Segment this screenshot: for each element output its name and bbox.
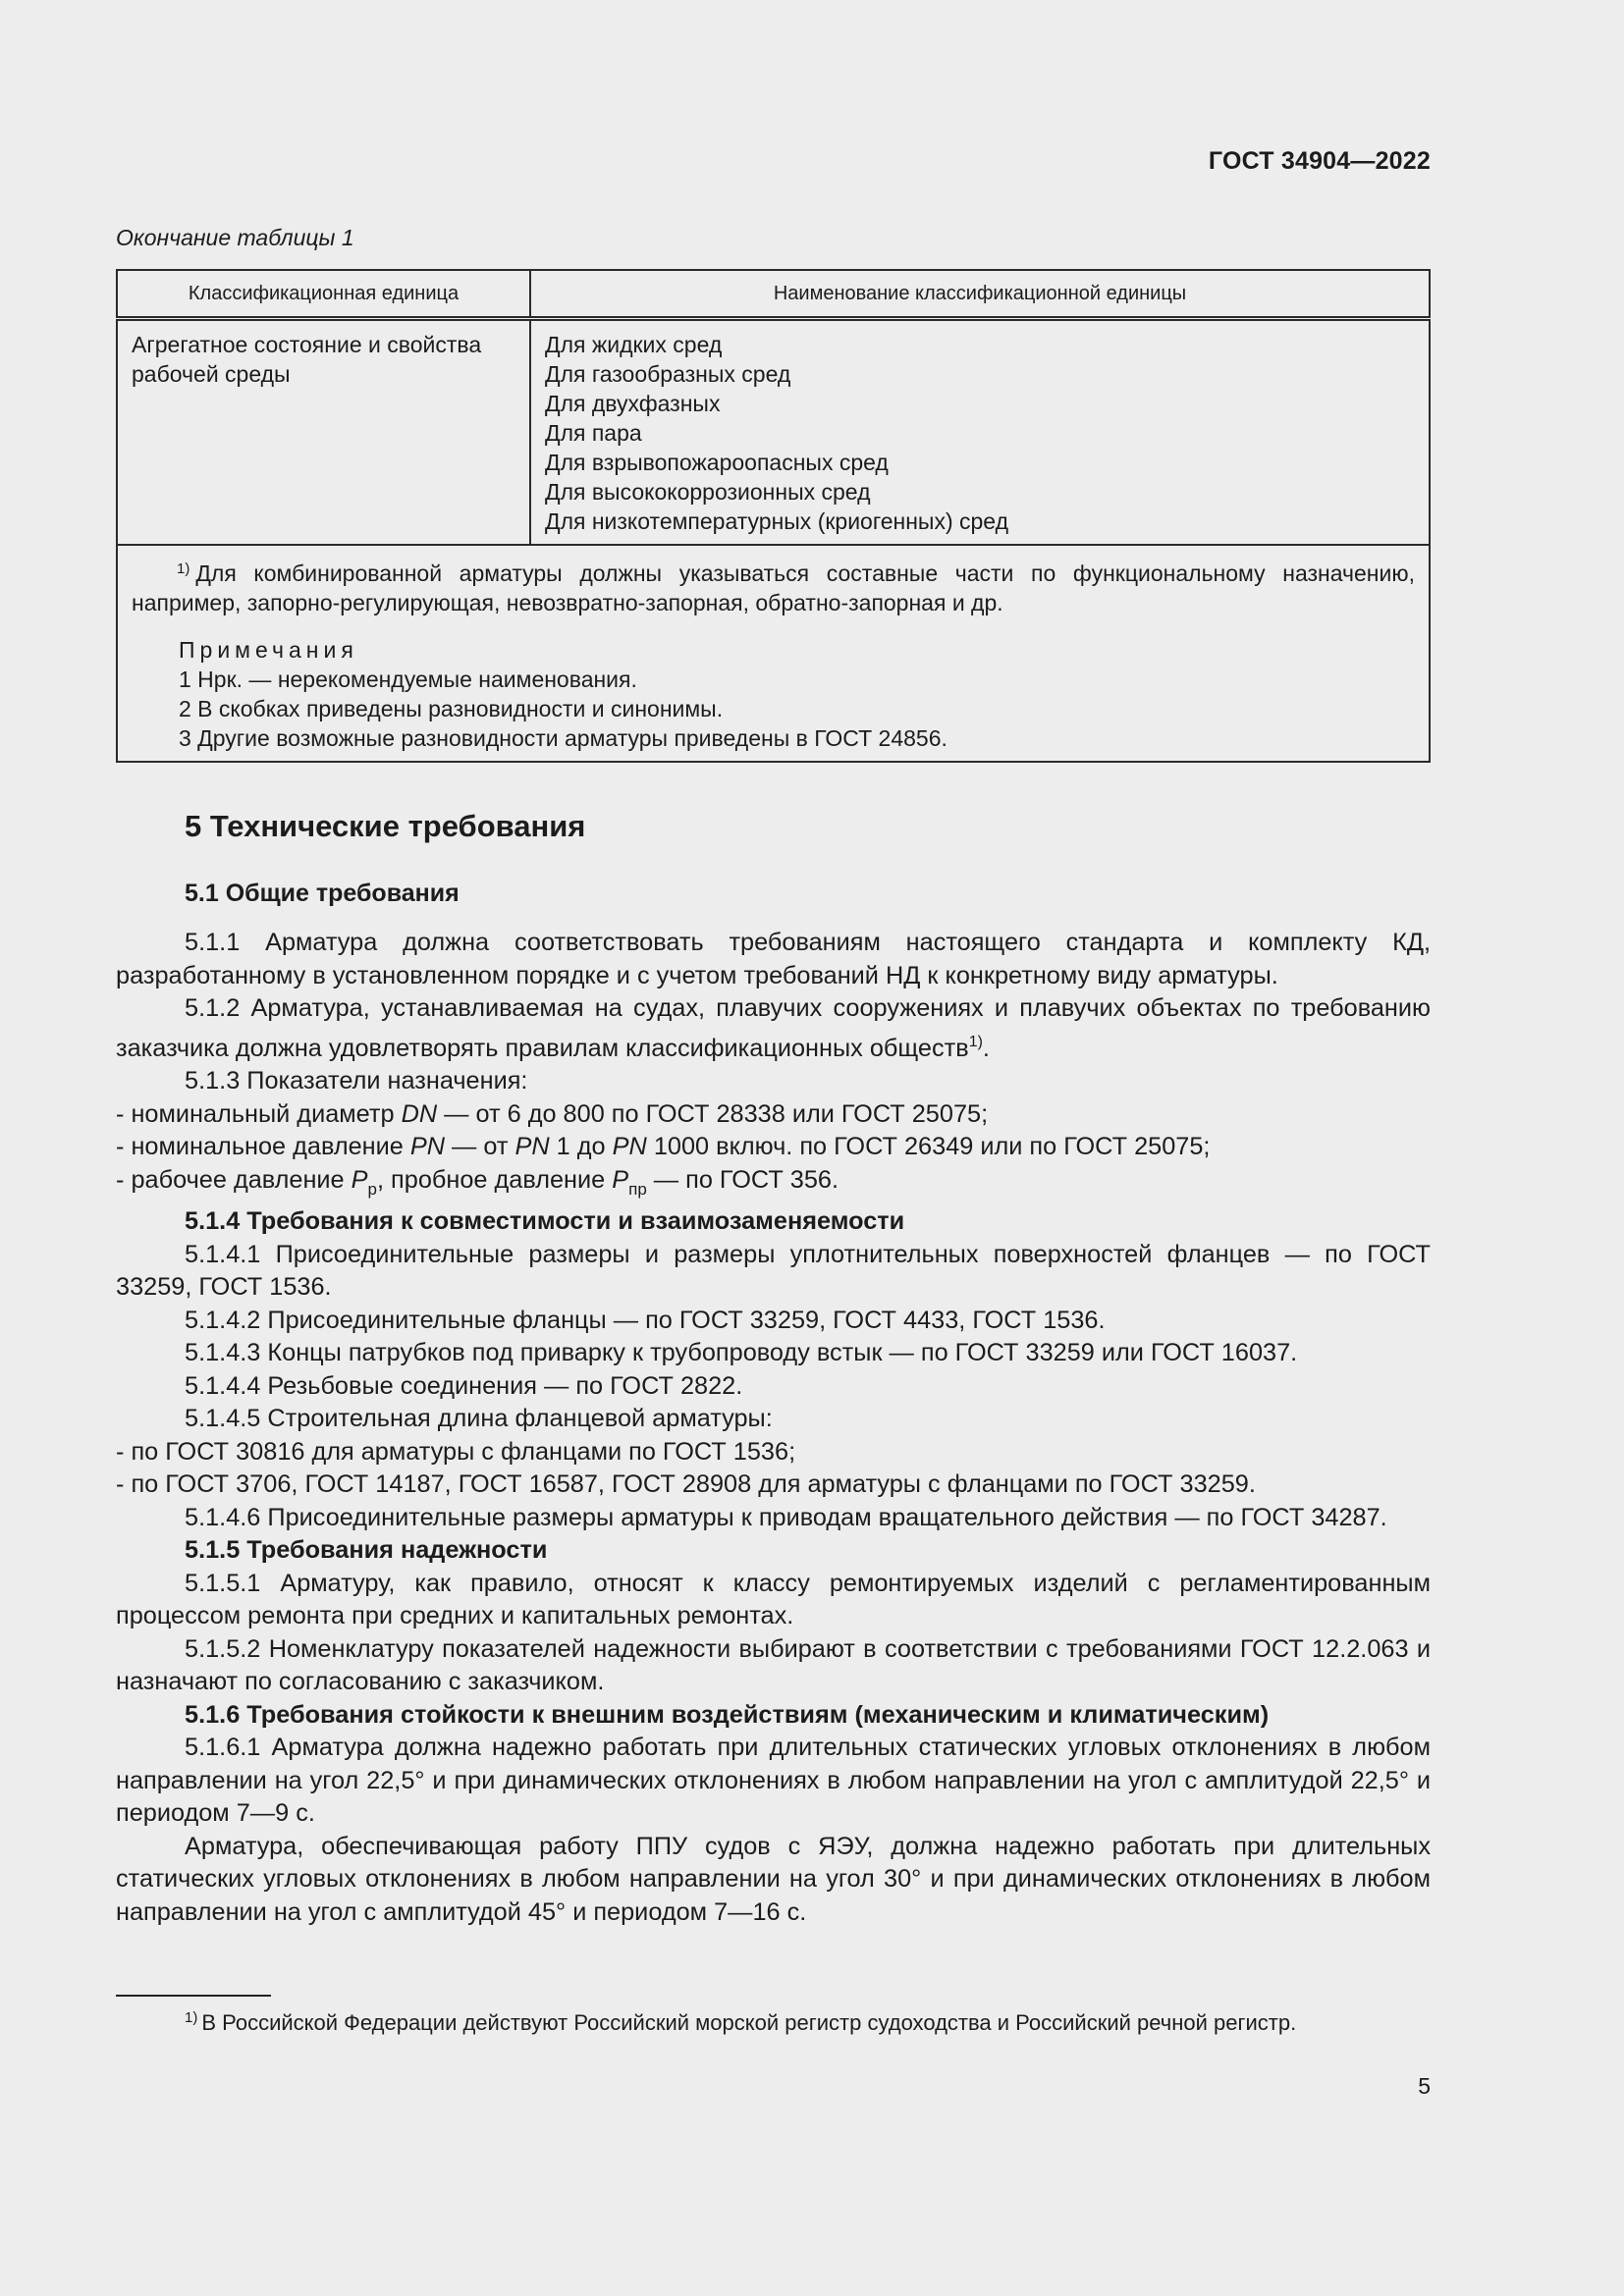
note-item: 1 Нрк. — нерекомендуемые наименования.: [179, 667, 637, 692]
list-item: - по ГОСТ 30816 для арматуры с фланцами по ГОСТ 1536;: [116, 1437, 796, 1466]
paragraph-last: Арматура, обеспечивающая работу ППУ судов с ЯЭУ, должна надежно работать при длительных статических угловых отклонениях в любом направлении на угол 30° и при динамических отклонениях в любом направлении на угол с амплитудой 45° и периодом 7—16 с.: [116, 1832, 1431, 1926]
heading-5-1-5: [116, 1534, 1431, 1568]
text: - рабочее давление: [116, 1165, 352, 1194]
text: 1000 включ. по ГОСТ 26349 или по ГОСТ 25075;: [646, 1133, 1211, 1160]
paragraph-5-1-4-5: 5.1.4.5 Строительная длина фланцевой арматуры:: [185, 1405, 773, 1432]
document-number: ГОСТ 34904—2022: [1208, 147, 1431, 175]
list-item: [116, 1131, 1431, 1164]
text: - номинальный диаметр: [116, 1099, 402, 1128]
heading-text: 5.1.6 Требования стойкости к внешним воздействиям (механическим и климатическим): [185, 1700, 1270, 1729]
paragraph-5-1-2: [116, 992, 1431, 1065]
subscript: пр: [628, 1179, 647, 1199]
heading-5-1-6: [116, 1699, 1431, 1733]
table-footer-row: [117, 545, 1430, 762]
section-title: 5 Технические требования: [185, 809, 586, 843]
list-item: Для двухфазных: [545, 391, 721, 416]
page-number: 5: [1418, 2073, 1431, 2099]
list-item: Для жидких сред: [545, 332, 723, 357]
list-item: - по ГОСТ 3706, ГОСТ 14187, ГОСТ 16587, ГОСТ 28908 для арматуры с фланцами по ГОСТ 33259.: [116, 1470, 1256, 1498]
list-item: [116, 1098, 1431, 1132]
footnote-separator: [116, 1995, 271, 1997]
note-item: 3 Другие возможные разновидности арматуры приведены в ГОСТ 24856.: [179, 725, 947, 751]
notes-list: [132, 665, 1415, 753]
paragraph-5-1-4-6: 5.1.4.6 Присоединительные размеры арматуры к приводам вращательного действия — по ГОСТ 34287.: [185, 1503, 1387, 1531]
table-header-name: Наименование классификационной единицы: [530, 270, 1430, 319]
paragraph-5-1-5-1: 5.1.5.1 Арматуру, как правило, относят к классу ремонтируемых изделий с регламентированным процессом ремонта при средних и капитальных ремонтах.: [116, 1569, 1431, 1629]
table-footnote-text: Для комбинированной арматуры должны указываться составные части по функциональному назначению, например, запорно-регулирующая, невозвратно-запорная, обратно-запорная и др.: [132, 561, 1415, 615]
list-item: Для газообразных сред: [545, 361, 791, 387]
page-footnote-text: В Российской Федерации действуют Российский морской регистр судоходства и Российский речной регистр.: [201, 2010, 1297, 2035]
text: — от 6 до 800 по ГОСТ 28338 или ГОСТ 25075;: [437, 1099, 989, 1128]
page-footnote: [116, 2002, 1431, 2038]
symbol-dn: DN: [401, 1099, 438, 1128]
heading-5-1-4: [116, 1205, 1431, 1239]
classification-table: [116, 269, 1431, 763]
heading-text: 5.1.5 Требования надежности: [185, 1536, 548, 1564]
table-footnote: [132, 555, 1415, 617]
table-continuation-caption: Окончание таблицы 1: [116, 225, 354, 250]
footnote-mark: 1): [185, 2009, 198, 2026]
table-cell-names: [530, 319, 1430, 546]
text: , пробное давление: [377, 1165, 613, 1194]
symbol-pn: PN: [514, 1133, 550, 1160]
paragraph-5-1-5-2: 5.1.5.2 Номенклатуру показателей надежности выбирают в соответствии с требованиями ГОСТ 12.2.063 и назначают по согласованию с заказчиком.: [116, 1634, 1431, 1695]
footnote-mark: 1): [968, 1033, 983, 1050]
text: - номинальное давление: [116, 1133, 410, 1160]
paragraph-text: 5.1.2 Арматура, устанавливаемая на судах, плавучих сооружениях и плавучих объектах по требованию заказчика должна удовлетворять правилам классификационных обществ: [116, 994, 1431, 1062]
heading-text: 5.1.4 Требования к совместимости и взаимозаменяемости: [185, 1207, 905, 1235]
list-item: Для пара: [545, 420, 642, 446]
paragraph-5-1-3: 5.1.3 Показатели назначения:: [185, 1067, 528, 1095]
footnote-mark: 1): [177, 561, 190, 577]
subscript: р: [367, 1179, 377, 1199]
table-row: [117, 319, 1430, 546]
note-item: 2 В скобках приведены разновидности и синонимы.: [179, 696, 724, 721]
paragraph-5-1-4-1: 5.1.4.1 Присоединительные размеры и размеры уплотнительных поверхностей фланцев — по ГОСТ 33259, ГОСТ 1536.: [116, 1240, 1431, 1301]
symbol-p: P: [612, 1165, 629, 1194]
notes-heading: Примечания: [179, 637, 358, 663]
paragraph-5-1-4-3: 5.1.4.3 Концы патрубков под приварку к трубопроводу встык — по ГОСТ 33259 или ГОСТ 16037.: [185, 1339, 1298, 1366]
list-item: Для взрывопожароопасных сред: [545, 450, 889, 475]
list-item: Для низкотемпературных (криогенных) сред: [545, 508, 1009, 534]
section-body: [116, 927, 1431, 1929]
table-cell-unit: Агрегатное состояние и свойства рабочей среды: [117, 319, 530, 546]
symbol-pn: PN: [409, 1133, 446, 1160]
paragraph-5-1-6-1: 5.1.6.1 Арматура должна надежно работать при длительных статических угловых отклонениях в любом направлении на угол 22,5° и при динамических отклонениях в любом направлении на угол с амплитудой 22,5° и периодом 7—9 с.: [116, 1734, 1431, 1827]
list-item: Для высококоррозионных сред: [545, 479, 871, 505]
paragraph-5-1-4-4: 5.1.4.4 Резьбовые соединения — по ГОСТ 2822.: [185, 1371, 743, 1400]
table-header-row: [117, 270, 1430, 319]
text: — от: [445, 1133, 515, 1160]
table-footer-cell: [117, 545, 1430, 762]
symbol-p: P: [351, 1165, 368, 1194]
subsection-title: 5.1 Общие требования: [185, 880, 460, 907]
paragraph-5-1-1: 5.1.1 Арматура должна соответствовать требованиям настоящего стандарта и комплекту КД, разработанному в установленном порядке и с учетом требований НД к конкретному виду арматуры.: [116, 929, 1431, 989]
list-item: [116, 1164, 1431, 1206]
symbol-pn: PN: [612, 1133, 647, 1160]
paragraph-5-1-4-2: 5.1.4.2 Присоединительные фланцы — по ГОСТ 33259, ГОСТ 4433, ГОСТ 1536.: [185, 1306, 1106, 1334]
text: — по ГОСТ 356.: [646, 1165, 839, 1194]
table-header-unit: Классификационная единица: [117, 270, 530, 319]
paragraph-end: .: [982, 1034, 990, 1062]
text: 1 до: [549, 1133, 613, 1160]
